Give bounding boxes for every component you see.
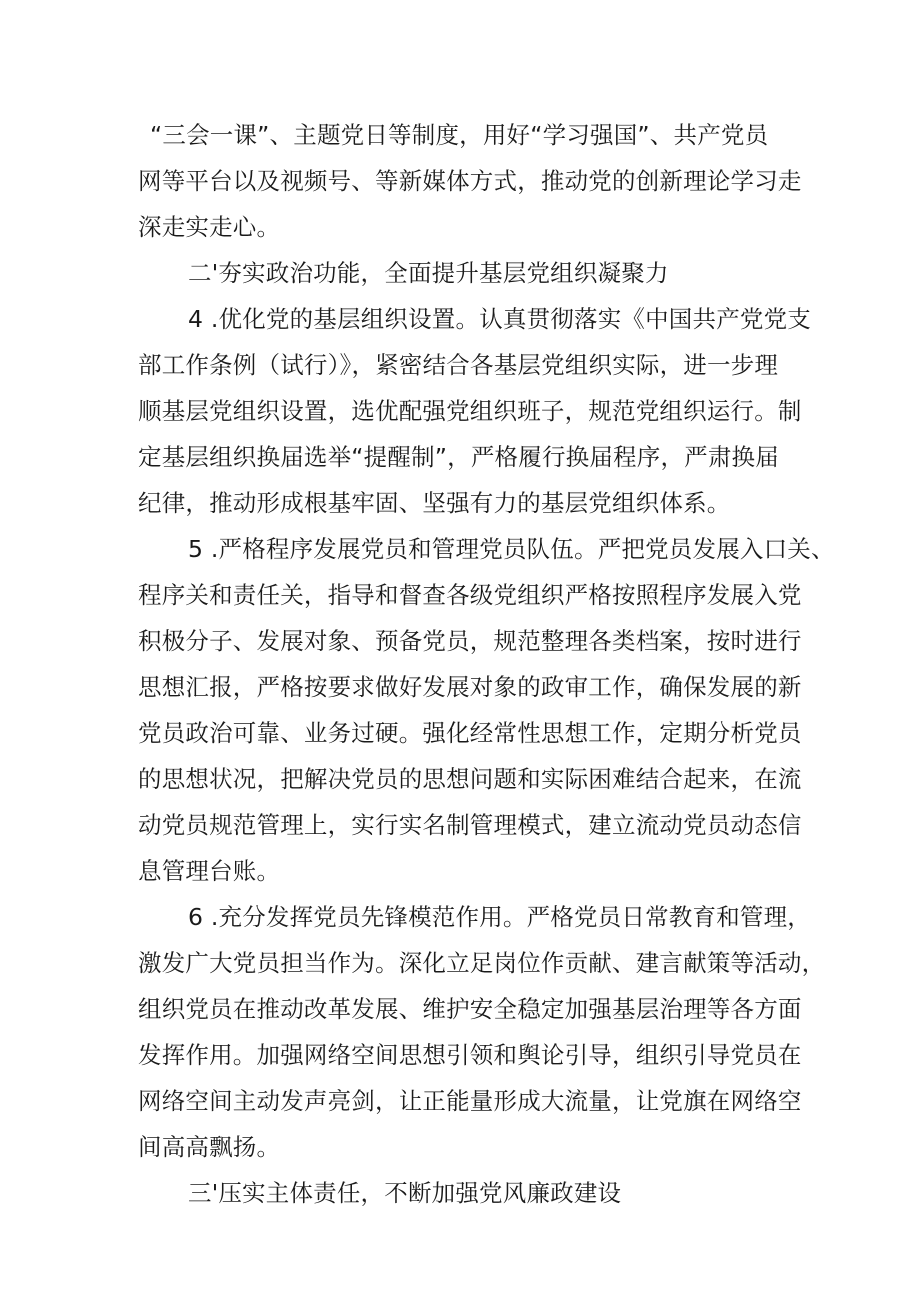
section-heading: 三'压实主体责任，不断加强党风廉政建设 — [188, 1179, 622, 1207]
text-line: 网络空间主动发声亮剑，让正能量形成大流量，让党旗在网络空 — [138, 1087, 802, 1115]
text-line: 深走实走心。 — [138, 213, 281, 241]
text-line: 间高高飘扬。 — [138, 1133, 281, 1161]
text-line: 党员政治可靠、业务过硬。强化经常性思想工作，定期分析党员 — [138, 719, 802, 747]
text-line: 程序关和责任关，指导和督查各级党组织严格按照程序发展入党 — [138, 581, 802, 609]
section-heading: 二'夯实政治功能，全面提升基层党组织凝聚力 — [188, 259, 669, 287]
text-line: 思想汇报，严格按要求做好发展对象的政审工作，确保发展的新 — [138, 673, 802, 701]
text-line: 网等平台以及视频号、等新媒体方式，推动党的创新理论学习走 — [138, 167, 802, 195]
text-line: 的思想状况，把解决党员的思想问题和实际困难结合起来，在流 — [138, 765, 802, 793]
text-line: 5 .严格程序发展党员和管理党员队伍。严把党员发展入口关、 — [188, 535, 835, 563]
text-line: 动党员规范管理上，实行实名制管理模式，建立流动党员动态信 — [138, 811, 802, 839]
text-line: 定基层组织换届选举“提醒制”，严格履行换届程序，严肃换届 — [138, 443, 779, 471]
text-line: 发挥作用。加强网络空间思想引领和舆论引导，组织引导党员在 — [138, 1041, 802, 1069]
text-line: 积极分子、发展对象、预备党员，规范整理各类档案，按时进行 — [138, 627, 802, 655]
text-line: 纪律，推动形成根基牢固、坚强有力的基层党组织体系。 — [138, 489, 731, 517]
text-line: 部工作条例（试行）》，紧密结合各基层党组织实际，进一步理 — [138, 351, 779, 379]
text-line: 顺基层党组织设置，选优配强党组织班子，规范党组织运行。制 — [138, 397, 802, 425]
text-line: 4 .优化党的基层组织设置。认真贯彻落实《中国共产党党支 — [188, 305, 811, 333]
text-line: 息管理台账。 — [138, 857, 281, 885]
text-line: 激发广大党员担当作为。深化立足岗位作贡献、建言献策等活动， — [138, 949, 826, 977]
text-line: 6 .充分发挥党员先锋模范作用。严格党员日常教育和管理， — [188, 903, 811, 931]
text-line: 组织党员在推动改革发展、维护安全稳定加强基层治理等各方面 — [138, 995, 802, 1023]
text-line: “三会一课”、主题党日等制度，用好“学习强国”、共产党员 — [150, 121, 769, 149]
